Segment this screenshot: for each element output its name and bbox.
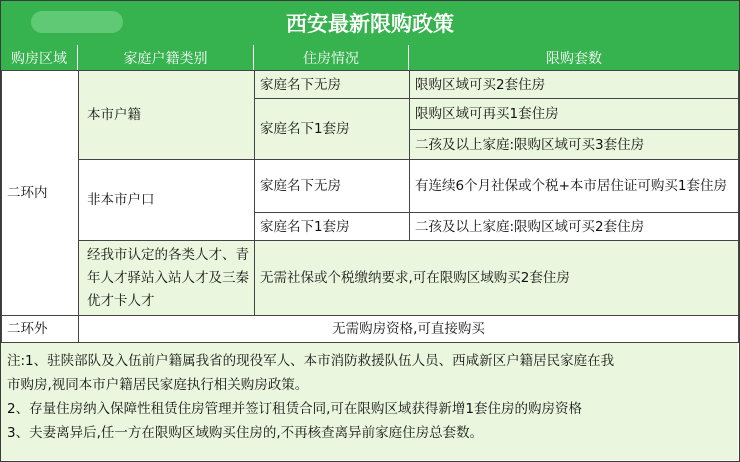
housing-local-one-cell: [254, 98, 410, 160]
limit-nonlocal-none-cell: [409, 159, 739, 213]
category-talent-cell: [78, 240, 255, 316]
housing-nonlocal-one-cell: [254, 212, 410, 241]
header-housing: 住房情况: [254, 45, 409, 70]
zone-inner-cell: [1, 70, 79, 316]
housing-nonlocal-none-cell: [254, 159, 410, 213]
limit-local-one-b-text: 二孩及以上家庭:限购区域可买3套住房: [415, 136, 645, 153]
header-limit: 限购套数: [409, 45, 739, 70]
housing-local-one-label: 家庭名下1套房: [260, 121, 350, 137]
category-nonlocal-label: 非本市户口: [87, 192, 155, 208]
title-bar: [1, 1, 739, 45]
note-line-1: 注:1、驻陕部队及入伍前户籍属我省的现役军人、本市消防救援队伍人员、西咸新区户籍居民家庭在我: [7, 353, 615, 369]
notes-section: [1, 342, 738, 460]
header-household: 家庭户籍类别: [78, 45, 254, 70]
zone-outer-cell: [1, 315, 79, 343]
limit-local-one-a-text: 限购区域可再买1套住房: [415, 106, 559, 122]
category-local-label: 本市户籍: [87, 107, 141, 123]
zone-inner-label: 二环内: [7, 185, 48, 201]
limit-local-one-b-cell: [409, 129, 739, 160]
limit-talent-text: 无需社保或个税缴纳要求,可在限购区域购买2套住房: [260, 270, 570, 286]
limit-local-one-a-cell: [409, 98, 739, 130]
limit-nonlocal-one-text: 二孩及以上家庭:限购区域可买2套住房: [415, 218, 645, 235]
category-talent-label: 经我市认定的各类人才、青年人才驿站入站人才及三秦优才卡人才: [87, 246, 249, 309]
limit-local-none-cell: [409, 70, 739, 99]
note-line-3: 2、存量住房纳入保障性租赁住房管理并签订租赁合同,可在限购区域获得新增1套住房的购房资格: [7, 401, 582, 417]
limit-nonlocal-one-cell: [409, 212, 739, 241]
zone-outer-label: 二环外: [7, 321, 48, 337]
watermark-logo: [31, 11, 123, 33]
housing-local-none-label: 家庭名下无房: [260, 76, 341, 93]
note-line-2: 市购房,视同本市户籍居民家庭执行相关购房政策。: [7, 377, 309, 393]
housing-nonlocal-none-label: 家庭名下无房: [260, 178, 341, 194]
header-zone: 购房区域: [1, 45, 78, 70]
page-title: 西安最新限购政策: [286, 12, 454, 36]
housing-nonlocal-one-label: 家庭名下1套房: [260, 218, 350, 235]
limit-outer-text: 无需购房资格,可直接购买: [332, 321, 485, 337]
note-line-4: 3、夫妻离异后,任一方在限购区域购买住房的,不再核查离异前家庭住房总套数。: [7, 425, 484, 441]
category-nonlocal-cell: [78, 159, 255, 241]
limit-nonlocal-none-text: 有连续6个月社保或个税+本市居住证可购买1套住房: [415, 178, 727, 194]
limit-talent-cell: [254, 240, 739, 316]
limit-outer-cell: [78, 315, 739, 343]
category-local-cell: [78, 70, 255, 160]
housing-local-none-cell: [254, 70, 410, 99]
limit-local-none-text: 限购区域可买2套住房: [415, 76, 546, 93]
